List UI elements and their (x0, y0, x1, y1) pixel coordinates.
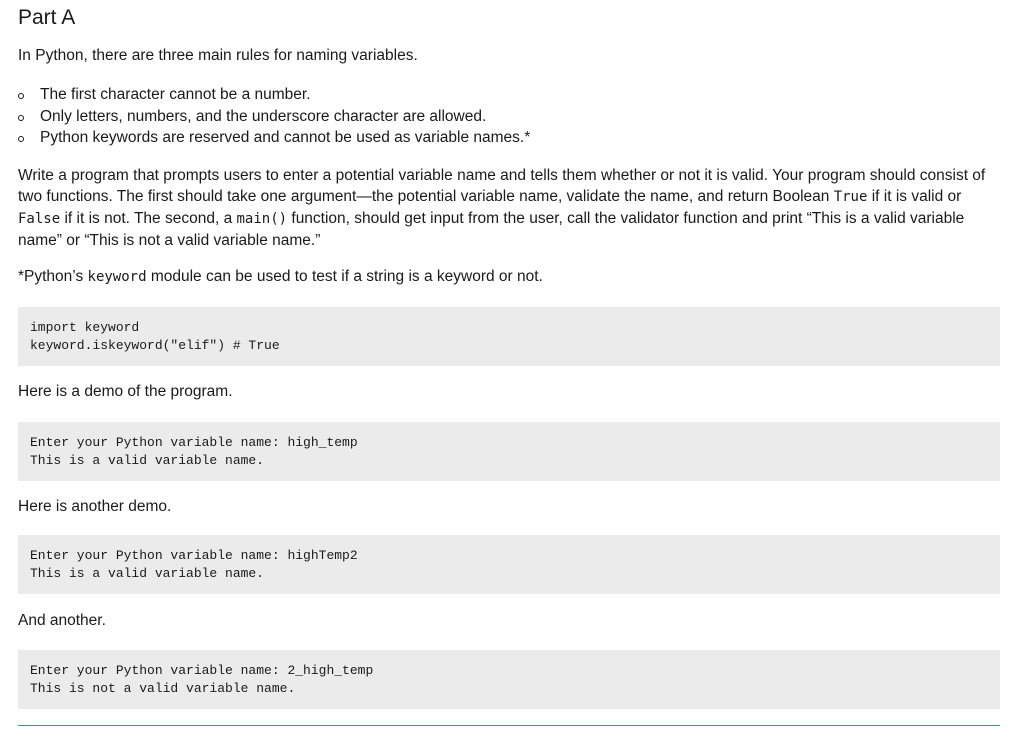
code-line: Enter your Python variable name: high_temp (30, 435, 358, 450)
list-item (18, 84, 530, 106)
code-line: This is not a valid variable name. (30, 681, 296, 696)
task-text: if it is not. The second, a (60, 210, 237, 227)
code-line: Enter your Python variable name: highTemp2 (30, 548, 358, 563)
rules-list (18, 84, 530, 149)
inline-code-main: main() (236, 211, 288, 227)
demo-label: Here is a demo of the program. (18, 383, 233, 400)
task-text: Write a program that prompts users to enter a potential variable name and tells them whether or not it is valid. Your program should consist of two functions. The first should take one argument—the potential variable name, validate the name, and return Boolean (18, 167, 986, 205)
code-line: keyword.iskeyword("elif") # True (30, 338, 280, 353)
rule-text: Only letters, numbers, and the underscore character are allowed. (40, 107, 487, 125)
bullet-icon (18, 115, 24, 121)
page-title: Part A (18, 6, 76, 29)
code-line: This is a valid variable name. (30, 566, 265, 581)
inline-code-false: False (18, 211, 61, 227)
demo-output-block (18, 535, 1000, 594)
rule-text: Python keywords are reserved and cannot be used as variable names.* (40, 129, 531, 146)
footnote (18, 266, 543, 288)
bullet-icon (18, 136, 24, 142)
footnote-text: module can be used to test if a string is a keyword or not. (146, 268, 543, 285)
code-line: Enter your Python variable name: 2_high_temp (30, 663, 374, 678)
demo-output-block (18, 422, 1000, 481)
rule-text: The first character cannot be a number. (40, 86, 311, 103)
task-description (18, 165, 988, 251)
code-example-block (18, 307, 1000, 366)
intro-text: In Python, there are three main rules for naming variables. (18, 47, 418, 64)
inline-code-keyword: keyword (87, 269, 147, 285)
footnote-text: *Python’s (18, 268, 88, 285)
section-divider (18, 725, 1000, 726)
list-item (18, 106, 530, 128)
demo-label: Here is another demo. (18, 498, 172, 515)
code-line: import keyword (30, 320, 140, 335)
list-item (18, 127, 530, 149)
task-text: function, should get input from the user, call the validator function and print “This is a valid variable name” or “This is not a valid variable name.” (18, 210, 965, 249)
task-text: if it is valid or (867, 188, 962, 205)
demo-output-block (18, 650, 1000, 709)
inline-code-true: True (833, 189, 868, 205)
code-line: This is a valid variable name. (30, 453, 265, 468)
bullet-icon (18, 93, 24, 99)
demo-label: And another. (18, 612, 106, 629)
